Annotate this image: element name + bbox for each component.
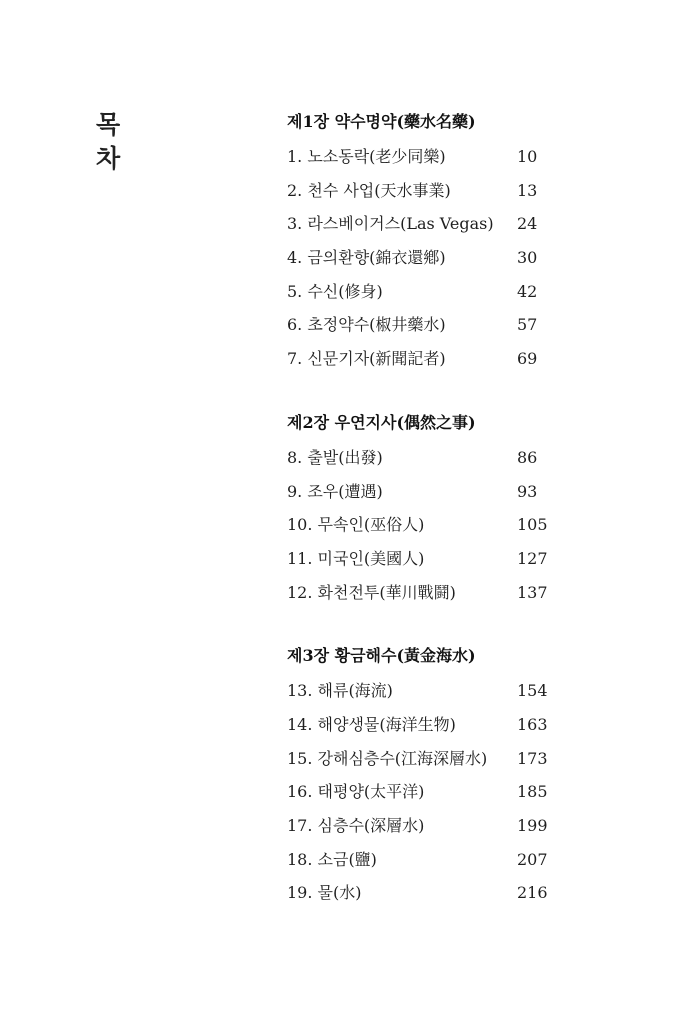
toc-entry [287,342,607,376]
entry-page-number: 207 [517,849,548,869]
chapter-2 [287,409,607,609]
entry-title: 19. 물(水) [287,883,362,903]
toc-entry [287,876,607,910]
entry-page-number: 185 [517,782,548,802]
entry-page-number: 57 [517,315,538,335]
entry-title: 4. 금의환향(錦衣還鄕) [287,248,446,268]
entry-page-number: 30 [517,248,538,268]
toc-entry [287,308,607,342]
entry-title: 18. 소금(鹽) [287,849,377,869]
toc-entry [287,174,607,208]
chapter-heading: 제2장 우연지사(偶然之事) [287,412,476,432]
chapter-3 [287,642,607,910]
toc-entry [287,475,607,509]
entry-page-number: 173 [517,748,548,768]
toc-entry [287,674,607,708]
entry-page-number: 137 [517,582,548,602]
entry-page-number: 93 [517,481,538,501]
chapter-1 [287,108,607,376]
entry-title: 3. 라스베이거스(Las Vegas) [287,214,494,234]
toc-entry [287,241,607,275]
entry-page-number: 216 [517,883,548,903]
entry-page-number: 10 [517,147,538,166]
entry-title: 11. 미국인(美國人) [287,548,425,568]
entry-title: 17. 심층수(深層水) [287,816,425,835]
entry-page-number: 105 [517,515,548,535]
table-of-contents [287,108,607,910]
toc-title-line-1: 목 [96,110,121,139]
entry-title: 10. 무속인(巫俗人) [287,515,425,535]
entry-title: 9. 조우(遭遇) [287,481,383,501]
toc-entry [287,441,607,475]
entry-page-number: 154 [517,681,548,701]
entry-title: 12. 화천전투(華川戰鬪) [287,582,456,602]
entry-title: 8. 출발(出發) [287,447,383,467]
entry-title: 1. 노소동락(老少同樂) [287,147,446,166]
entry-page-number: 127 [517,548,548,568]
toc-title [96,108,136,176]
entry-page-number: 13 [517,180,538,200]
toc-entry [287,576,607,610]
entry-page-number: 86 [517,447,538,467]
entry-title: 16. 태평양(太平洋) [287,782,425,802]
entry-title: 2. 천수 사업(天水事業) [287,180,451,200]
toc-entry [287,775,607,809]
entry-page-number: 24 [517,214,538,234]
entry-page-number: 42 [517,281,538,301]
entry-title: 13. 해류(海流) [287,681,393,701]
entry-title: 15. 강해심층수(江海深層水) [287,748,488,768]
entry-title: 6. 초정약수(椒井藥水) [287,315,446,335]
entry-title: 14. 해양생물(海洋生物) [287,714,456,734]
entry-page-number: 199 [517,816,548,835]
toc-entry [287,843,607,877]
entry-title: 5. 수신(修身) [287,281,383,301]
entry-page-number: 163 [517,714,548,734]
toc-entry [287,809,607,843]
chapter-heading: 제3장 황금해수(黃金海水) [287,646,476,666]
toc-title-line-2: 차 [96,144,121,173]
toc-entry [287,275,607,309]
toc-entry [287,508,607,542]
entry-page-number: 69 [517,349,538,369]
toc-entry [287,708,607,742]
entry-title: 7. 신문기자(新聞記者) [287,349,446,369]
toc-entry [287,542,607,576]
toc-entry [287,742,607,776]
toc-entry [287,207,607,241]
toc-entry [287,140,607,174]
chapter-heading: 제1장 약수명약(藥水名藥) [287,112,476,131]
